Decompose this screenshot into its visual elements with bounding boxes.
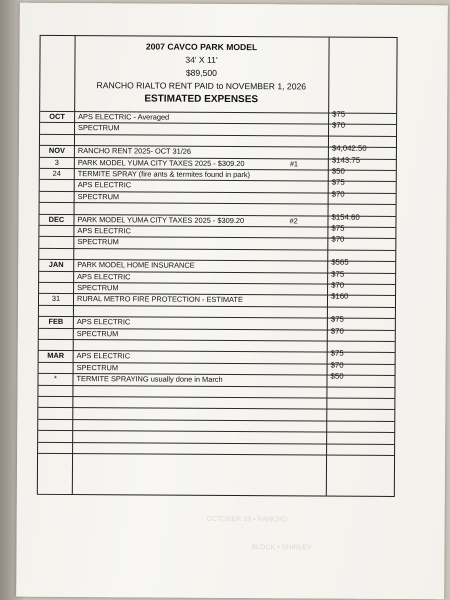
expense-description <box>77 283 119 293</box>
row-rule <box>38 407 394 410</box>
row-rule <box>38 441 394 444</box>
expense-description <box>77 329 119 339</box>
expense-description-text: SPECTRUM <box>77 237 119 247</box>
row-rule <box>40 202 396 205</box>
expense-description-text: SPECTRUM <box>78 123 120 133</box>
installment-note: #1 <box>289 158 299 168</box>
expense-description-text: RANCHO RENT 2025- OCT 31/26 <box>77 146 192 156</box>
expense-amount: $143.75 <box>331 155 361 165</box>
expense-table <box>37 35 398 497</box>
row-rule <box>39 248 395 251</box>
bleed-through-text: BLOCK • SHIRLEY <box>251 544 312 552</box>
expense-amount: $75 <box>330 348 344 359</box>
model-title: 2007 CAVCO PARK MODEL <box>145 41 258 53</box>
expense-description <box>77 260 195 271</box>
expense-amount: $154.60 <box>331 212 360 222</box>
expense-description-text: TERMITE SPRAYING usually done in March <box>76 374 223 385</box>
expense-description <box>77 317 130 327</box>
expense-amount: $70 <box>330 360 344 370</box>
row-rule <box>39 339 395 342</box>
row-day: 3 <box>54 157 59 167</box>
expense-description <box>78 169 250 180</box>
expense-description-text: SPECTRUM <box>76 362 119 373</box>
month-label: OCT <box>49 111 65 121</box>
expense-description <box>77 214 298 226</box>
expense-amount: $75 <box>331 177 345 188</box>
expense-description <box>77 363 119 373</box>
row-day: 31 <box>51 294 61 304</box>
expense-description <box>78 112 169 123</box>
expense-description <box>77 157 299 169</box>
expense-amount: $75 <box>331 223 345 233</box>
expense-description-text: APS ELECTRIC <box>77 180 132 190</box>
expense-description-text: APS ELECTRIC <box>76 317 131 327</box>
expense-amount: $70 <box>330 326 344 336</box>
expense-amount: $70 <box>331 280 345 290</box>
row-rule <box>38 453 394 456</box>
expense-amount: $70 <box>331 234 345 245</box>
expense-description-text: PARK MODEL YUMA CITY TAXES 2025 - $309.20 <box>77 214 245 225</box>
row-day: * <box>54 374 57 384</box>
expense-description-text: APS ELECTRIC <box>77 271 131 281</box>
expense-amount: $75 <box>330 314 344 324</box>
expense-description-text: SPECTRUM <box>77 191 120 202</box>
expense-description <box>78 146 191 157</box>
month-label: FEB <box>48 317 64 327</box>
month-label: MAR <box>47 351 65 361</box>
rent-paid-note: RANCHO RIALTO RENT PAID to NOVEMBER 1, 2026 <box>96 80 307 92</box>
expense-description-text: PARK MODEL YUMA CITY TAXES 2025 - $309.20 <box>77 157 245 168</box>
section-title: ESTIMATED EXPENSES <box>144 93 259 106</box>
expense-description <box>78 180 131 190</box>
expense-amount: $75 <box>331 269 345 279</box>
expense-description <box>77 272 130 282</box>
expense-amount: $70 <box>331 189 345 199</box>
expense-description-text: PARK MODEL HOME INSURANCE <box>77 260 195 270</box>
expense-description-text: SPECTRUM <box>76 328 119 338</box>
expense-description-text: RURAL METRO FIRE PROTECTION - ESTIMATE <box>76 294 243 305</box>
row-rule <box>38 384 394 387</box>
bleed-through-text: OCTOBER 18 • RANCHO <box>206 515 288 524</box>
expense-amount: $160 <box>331 291 349 302</box>
expense-description-text: APS ELECTRIC <box>76 351 131 361</box>
expense-description-text: SPECTRUM <box>77 283 119 293</box>
document-header <box>74 36 328 113</box>
expense-description <box>77 294 243 305</box>
model-size: 34' X 11' <box>185 54 218 65</box>
expense-description-text: APS ELECTRIC - Averaged <box>78 112 170 122</box>
row-rule <box>39 305 395 308</box>
month-label: JAN <box>48 260 64 270</box>
month-label: DEC <box>48 214 65 224</box>
expense-description <box>78 192 120 202</box>
model-price: $89,500 <box>185 67 217 78</box>
expense-description <box>78 123 120 133</box>
expense-description <box>77 226 130 236</box>
row-rule <box>40 134 396 137</box>
paper-sheet <box>16 3 448 600</box>
row-day: 24 <box>52 168 61 178</box>
expense-amount: $75 <box>332 109 346 119</box>
expense-amount: $50 <box>331 166 345 176</box>
expense-amount: $4,042.50 <box>331 143 367 154</box>
month-label: NOV <box>48 146 65 156</box>
row-rule <box>38 396 394 399</box>
expense-amount: $70 <box>332 120 346 131</box>
expense-description <box>77 237 119 247</box>
installment-note: #2 <box>289 215 298 225</box>
expense-description-text: TERMITE SPRAY (fire ants & termites found in park) <box>77 169 251 180</box>
expense-amount: $565 <box>331 257 349 267</box>
row-rule <box>38 419 394 422</box>
expense-description <box>76 374 222 385</box>
expense-description-text: APS ELECTRIC <box>77 226 131 236</box>
row-rule <box>38 430 394 433</box>
expense-amount: $50 <box>330 371 344 381</box>
expense-description <box>77 351 130 361</box>
